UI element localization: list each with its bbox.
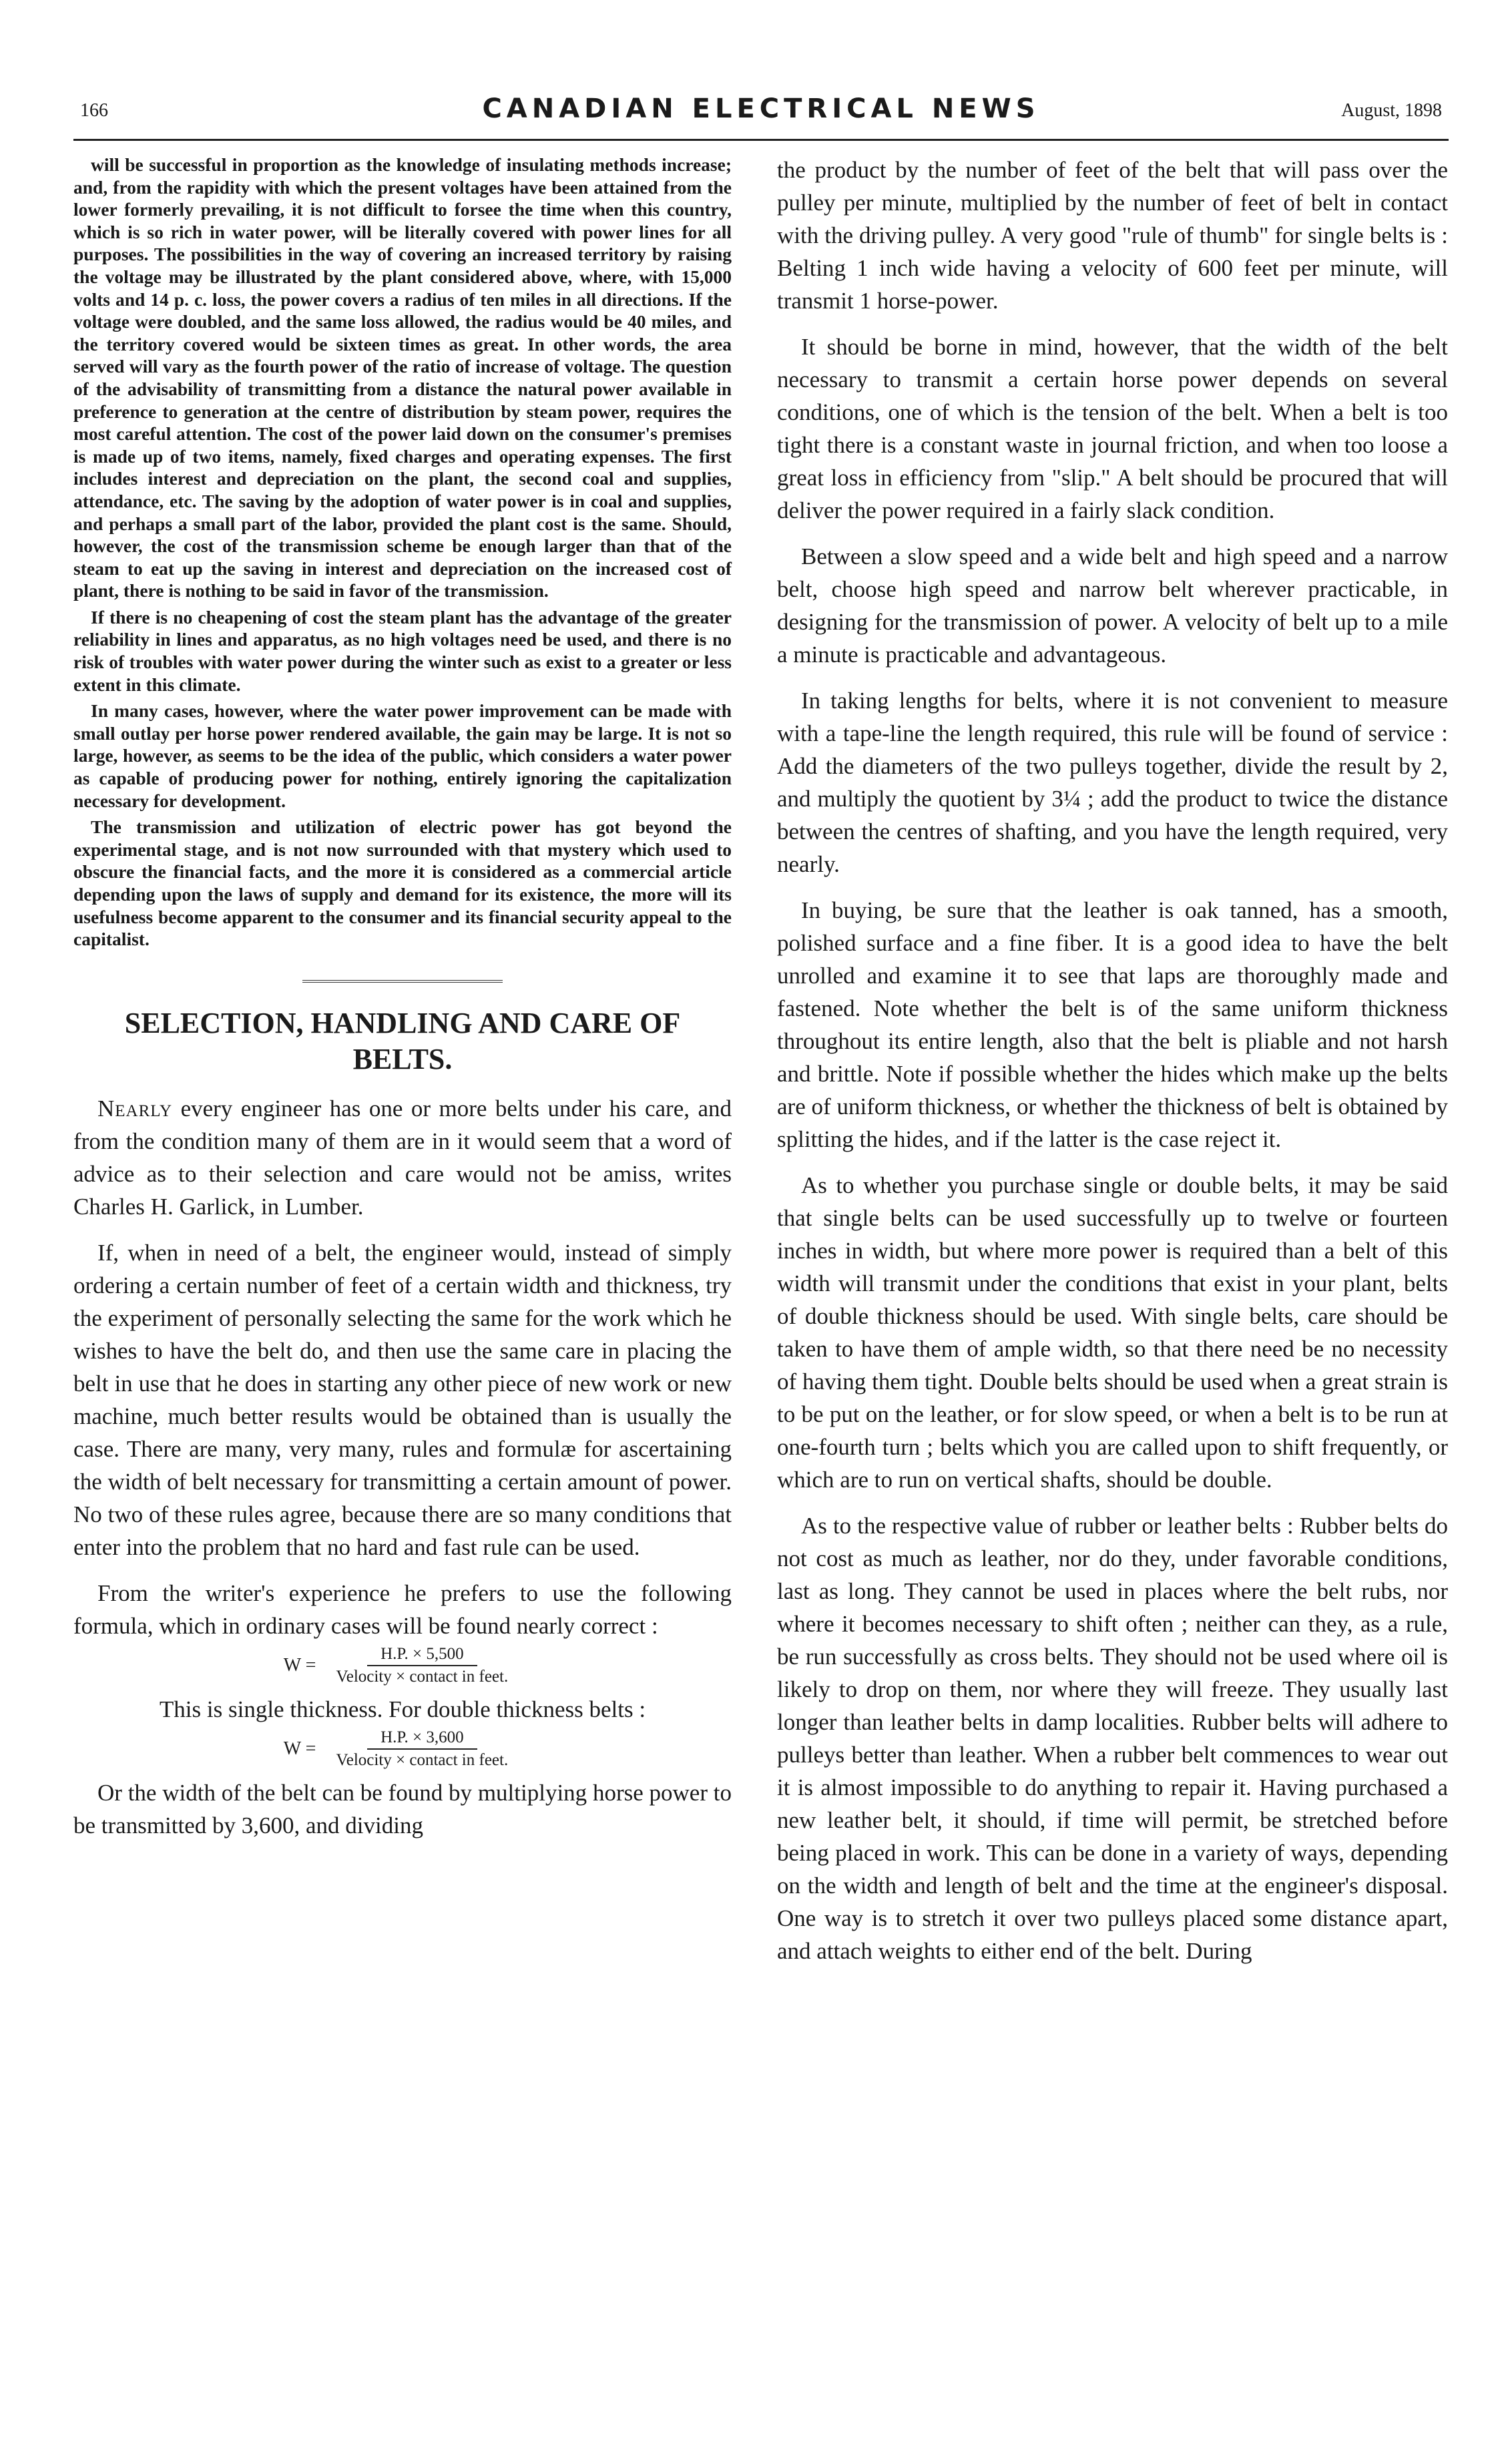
- lead-paragraph-text: every engineer has one or more belts under his care, and from the condition many of them are in it would seem that a word of advice as to their selection and care would not be amiss, writes Charles H. Garlick, in Lumber.: [73, 1095, 732, 1220]
- left-column: [73, 154, 732, 1855]
- masthead-title: CANADIAN ELECTRICAL NEWS: [482, 93, 1040, 124]
- belts-article: [73, 1005, 732, 1842]
- article-paragraph: As to whether you purchase single or double belts, it may be said that single belts can be used successfully up to twelve or fourteen inches in width, but where more power is required than a belt of this width will transmit under the conditions that exist in your plant, belts of double thickness should be used. With single belts, care should be taken to have them of ample width, so that there need be no necessity of having them tight. Double belts should be used when a great strain is to be put on the leather, or for slow speed, or when a belt is to be run at one-fourth turn ; belts which you are called upon to shift frequently, or which are to run on vertical shafts, should be double.: [777, 1172, 1448, 1493]
- article-paragraph: Or the width of the belt can be found by multiplying horse power to be transmitted by 3,600, and dividing: [73, 1779, 732, 1838]
- issue-date: August, 1898: [1341, 100, 1442, 121]
- article-paragraph: If, when in need of a belt, the engineer would, instead of simply ordering a certain number of feet of a certain width and thickness, try the experiment of personally selecting the same for the work which he wishes to have the belt do, and then use the same care in placing the belt in use that he does in starting any other piece of new work or new machine, much better results would be obtained than is usually the case. There are many, very many, rules and formulæ for ascertaining the width of belt necessary for transmitting a certain amount of power. No two of these rules agree, because there are so many conditions that enter into the problem that no hard and fast rule can be used.: [73, 1239, 732, 1560]
- formula-denominator: Velocity × contact in feet.: [336, 1750, 509, 1769]
- continued-paragraph: In many cases, however, where the water power improvement can be made with small outlay per horse power rendered available, the gain may be large. It is not so large, however, as seems to be the idea of the public, which considers a water power as capable of producing power for nothing, entirely ignoring the capitalization necessary for development.: [73, 700, 732, 811]
- formula-numerator: H.P. × 5,500: [367, 1645, 477, 1666]
- newspaper-page: [73, 93, 1449, 2417]
- article-paragraph: In taking lengths for belts, where it is not convenient to measure with a tape-line the length required, this rule will be found of service : Add the diameters of the two pulleys together, divide the result by 2, and multiply the quotient by 3¼ ; add the product to twice the distance between the centres of shafting, and you have the length required, very nearly.: [777, 688, 1448, 877]
- article-title: SELECTION, HANDLING AND CARE OF BELTS.: [124, 1006, 681, 1075]
- article-paragraph: As to the respective value of rubber or leather belts : Rubber belts do not cost as much as leather, nor do they, under favorable conditions, last as long. They cannot be used in places where the belt rubs, nor where it becomes necessary to shift often ; neither can they, as a rule, be run successfully as cross belts. They should not be used where oil is likely to drop on them, nor where they will freeze. They usually last longer than leather belts in damp localities. Rubber belts will adhere to pulleys better than leather. When a rubber belt commences to wear out it is almost impossible to do anything to repair it. Having purchased a new leather belt, it should, if time will permit, be stretched before being placed in work. This can be done in a variety of ways, depending on the width and length of belt and the time at the engineer's disposal. One way is to stretch it over two pulleys placed some distance apart, and attach weights to either end of the belt. During: [777, 1513, 1448, 1964]
- formula-lhs: W =: [283, 1654, 316, 1676]
- formula-single-thickness: [73, 1645, 732, 1686]
- article-paragraph: [73, 1092, 732, 1223]
- formula-fraction: [322, 1728, 521, 1770]
- lead-word: Nearly: [97, 1095, 173, 1122]
- previous-article-continuation: [73, 154, 732, 951]
- formula-denominator: Velocity × contact in feet.: [336, 1667, 509, 1686]
- formula-numerator: H.P. × 3,600: [367, 1728, 477, 1750]
- article-paragraph: From the writer's experience he prefers to use the following formula, which in ordinary cases will be found nearly correct :: [73, 1579, 732, 1639]
- page-number: 166: [80, 100, 108, 121]
- article-paragraph: In buying, be sure that the leather is oak tanned, has a smooth, polished surface and a fine fiber. It is a good idea to have the belt unrolled and examine it to see that laps are thoroughly made and fastened. Note whether the belt is of the same uniform thickness throughout its entire length, also that the belt is pliable and not harsh and brittle. Note if possible whether the hides which make up the belts are of uniform thickness, or whether the thickness of belt is obtained by splitting the hides, and if the latter is the case reject it.: [777, 897, 1448, 1152]
- article-paragraph: It should be borne in mind, however, that the width of the belt necessary to transmit a certain horse power depends on several conditions, one of which is the tension of the belt. When a belt is too tight there is a constant waste in journal friction, and when too loose a great loss in efficiency from "slip." A belt should be procured that will deliver the power required in a fairly slack condition.: [777, 334, 1448, 523]
- article-separator: [302, 980, 503, 983]
- article-paragraph: This is single thickness. For double thickness belts :: [159, 1696, 646, 1722]
- continued-paragraph: The transmission and utilization of electric power has got beyond the experimental stage, and is not now surrounded with that mystery which used to obscure the financial facts, and the more it is considered as a commercial article depending upon the laws of supply and demand for its existence, the more will its usefulness become apparent to the consumer and its financial security appeal to the capitalist.: [73, 816, 732, 950]
- right-column: [777, 154, 1448, 1981]
- article-paragraph: Between a slow speed and a wide belt and high speed and a narrow belt, choose high speed and narrow belt wherever practicable, in designing for the transmission of power. A velocity of belt up to a mile a minute is practicable and advantageous.: [777, 543, 1448, 668]
- header-rule: [73, 139, 1449, 141]
- formula-fraction: [322, 1645, 521, 1686]
- article-paragraph: the product by the number of feet of the belt that will pass over the pulley per minute, multiplied by the number of feet of belt in contact with the driving pulley. A very good "rule of thumb" for single belts is : Belting 1 inch wide having a velocity of 600 feet per minute, will transmit 1 horse-power.: [777, 157, 1448, 314]
- continued-paragraph: If there is no cheapening of cost the steam plant has the advantage of the greater reliability in lines and apparatus, as no high voltages need be used, and there is no risk of troubles with water power during the winter such as exist to a greater or less extent in this climate.: [73, 606, 732, 695]
- formula-lhs: W =: [283, 1738, 316, 1759]
- running-header: [73, 93, 1449, 135]
- continued-paragraph: will be successful in proportion as the knowledge of insulating methods increase; and, from the rapidity with which the present voltages have been attained from the lower formerly prevailing, it is not difficult to forsee the time when this country, which is so rich in water power, will be literally covered with power lines for all purposes. The possibilities in the way of covering an increased territory by raising the voltage may be illustrated by the plant considered above, where, with 15,000 volts and 14 p. c. loss, the power covers a radius of ten miles in all directions. If the voltage were doubled, and the same loss allowed, the radius would be 40 miles, and the territory covered would be sixteen times as great. In other words, the area served will vary as the fourth power of the ratio of increase of voltage. The question of the advisability of transmitting from a distance the natural power available in preference to generation at the centre of distribution by steam power, requires the most careful attention. The cost of the power laid down on the consumer's premises is made up of two items, namely, fixed charges and operating expenses. The first includes interest and depreciation on the plant, the second coal and supplies, attendance, etc. The saving by the adoption of water power is in coal and supplies, and perhaps a small part of the labor, provided the plant cost is the same. Should, however, the cost of the transmission scheme be enough larger than that of the steam to eat up the saving in interest and depreciation on the increased cost of plant, there is nothing to be said in favor of the transmission.: [73, 154, 732, 601]
- formula-double-thickness: [73, 1728, 732, 1770]
